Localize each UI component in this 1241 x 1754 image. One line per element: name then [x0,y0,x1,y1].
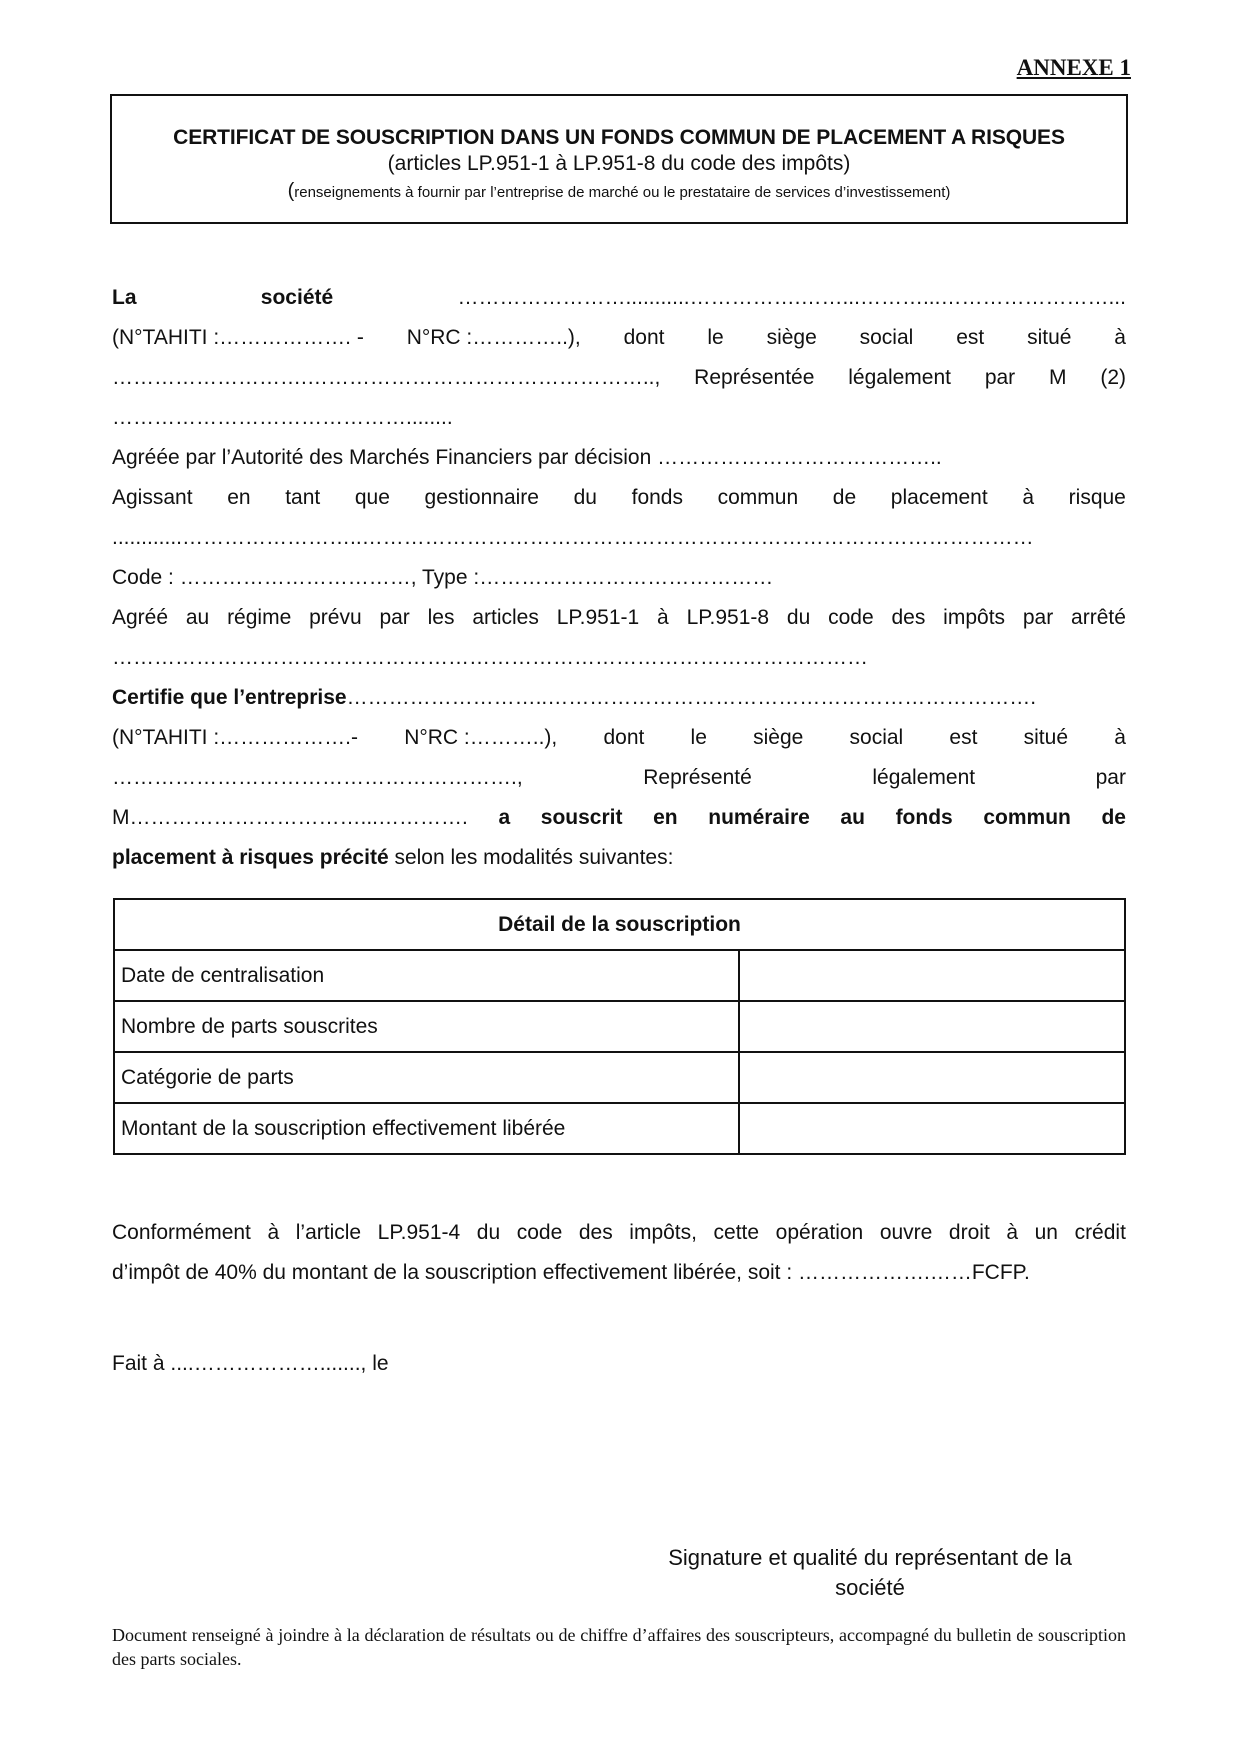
word: le [707,326,724,349]
line-siege-representee [112,358,1126,398]
signature-label-2: société [835,1575,905,1600]
table-title: Détail de la souscription [114,899,1125,950]
row-label: Catégorie de parts [114,1052,739,1103]
field-rc-2[interactable]: N°RC :………..), [404,726,558,749]
word: impôts, [629,1221,697,1244]
signature-label-1: Signature et qualité du représentant de la [668,1545,1072,1570]
row-value-categorie[interactable] [739,1052,1125,1103]
note-text: renseignements à fournir par l’entreprise de marché ou le prestataire de services d’investissement) [294,184,951,201]
field-siege[interactable]: ……………………….………………………………………….., [112,366,661,389]
subscription-detail-table [113,898,1126,1155]
word: légalement [848,366,951,389]
word: en [653,806,678,829]
word: à [1114,726,1126,749]
word: code [516,1221,563,1244]
word: crédit [1074,1221,1126,1244]
word: à [1022,486,1035,509]
row-label: Date de centralisation [114,950,739,1001]
bold-text: placement à risques précité [112,846,389,869]
word: LP.951-4 [377,1221,461,1244]
word: Représenté [643,766,752,789]
word: siège [766,326,817,349]
word: opération [775,1221,864,1244]
field-entreprise[interactable]: ………………………..……………………………………………………………. [346,686,1037,709]
word: Agissant [112,486,193,509]
field-societe[interactable]: ……………………...........…………….……...………...……………………... [457,286,1126,309]
row-value-montant[interactable] [739,1103,1125,1154]
table-row [114,950,1125,1001]
word: situé [1023,726,1068,749]
document-subtitle: (articles LP.951-1 à LP.951-8 du code des impôts) [387,152,851,175]
word: commun [717,486,799,509]
line-agreee-amf[interactable]: Agréée par l’Autorité des Marchés Financiers par décision ………………………………….. [112,446,942,469]
word: M [1049,366,1067,389]
field-fonds-name[interactable]: ............……………………..…………………………………………………………………………………… [112,526,1034,549]
row-label: Nombre de parts souscrites [114,1001,739,1052]
word: à [1006,1221,1019,1244]
table-row [114,1001,1125,1052]
word: risque [1068,486,1126,509]
word: gestionnaire [424,486,539,509]
word: que [354,486,390,509]
word: numéraire [708,806,810,829]
word: par [379,606,410,629]
word: impôts [943,606,1006,629]
line-modalites [112,838,1126,878]
word: par [984,366,1016,389]
line-siege-represente [112,758,1126,798]
word: par [1095,766,1126,789]
word: par [1022,606,1054,629]
word: a [498,806,511,829]
label-societe: société [260,286,334,309]
word: est [956,326,985,349]
note-paren: ( [287,180,295,202]
word: de [832,486,857,509]
word: le [690,726,707,749]
word: les [427,606,455,629]
line-societe [112,278,1126,318]
fait-a-field[interactable]: Fait à ....………………......., le [112,1352,389,1375]
word: des [578,1221,613,1244]
word: dont [603,726,645,749]
word: droit [948,1221,990,1244]
conclusion-line-1 [112,1213,1126,1253]
line-souscrit [112,798,1126,838]
line-agree-regime [112,598,1126,638]
row-value-date[interactable] [739,950,1125,1001]
word: au [185,606,210,629]
label-la: La [112,286,137,309]
word: à [657,606,669,629]
word: des [891,606,926,629]
word: (2) [1100,366,1126,389]
word: code [828,606,874,629]
tax-credit-paragraph [112,1213,1126,1293]
word: dont [623,326,665,349]
line-tahiti-rc [112,318,1126,358]
title-box [110,94,1128,224]
conclusion-line-2[interactable]: d’impôt de 40% du montant de la souscription effectivement libérée, soit : ……………….……FCFP. [112,1261,1030,1284]
word: souscrit [540,806,623,829]
footnote: Document renseigné à joindre à la déclaration de résultats ou de chiffre d’affaires des souscripteurs, accompagné du bulletin de souscription des parts sociales. [112,1625,1126,1669]
field-representant-2[interactable]: M……………………………...…………. [112,806,468,829]
word: Représentée [694,366,815,389]
word: social [859,326,914,349]
document-title: CERTIFICAT DE SOUSCRIPTION DANS UN FONDS COMMUN DE PLACEMENT A RISQUES [173,126,1065,149]
row-label: Montant de la souscription effectivement libérée [114,1103,739,1154]
annex-label: ANNEXE 1 [1016,55,1131,80]
table-row [114,1103,1125,1154]
field-representant[interactable]: ……………………………………........ [112,406,453,429]
word: placement [890,486,988,509]
field-tahiti[interactable]: (N°TAHITI :………………. - [112,326,364,349]
word: LP.951-8 [686,606,770,629]
field-arrete[interactable]: ……………………………………………………………………………………………… [112,646,868,669]
field-rc[interactable]: N°RC :…………..), [406,326,581,349]
document-note [112,180,1126,203]
row-value-parts[interactable] [739,1001,1125,1052]
label-certifie: Certifie que l’entreprise [112,686,347,709]
line-code-type[interactable]: Code : ……………………………, Type :…………………………………… [112,566,774,589]
word: situé [1027,326,1072,349]
word: régime [227,606,292,629]
word: de [1101,806,1126,829]
word: un [1034,1221,1058,1244]
text: selon les modalités suivantes: [388,846,674,869]
word: du [476,1221,501,1244]
word: LP.951-1 [556,606,640,629]
table-row [114,1052,1125,1103]
line-agissant [112,478,1126,518]
word: l’article [295,1221,362,1244]
word: est [949,726,978,749]
word: fonds [631,486,683,509]
word: tant [285,486,321,509]
word: siège [753,726,804,749]
word: en [227,486,251,509]
word: Conformément [112,1221,251,1244]
certificate-body [112,278,1126,878]
word: du [573,486,597,509]
field-tahiti-2[interactable]: (N°TAHITI :……………….- [112,726,358,749]
word: fonds [895,806,953,829]
word: du [786,606,811,629]
word: arrêté [1071,606,1126,629]
signature-block [640,1543,1100,1603]
word: social [849,726,904,749]
word: prévu [309,606,362,629]
word: légalement [872,766,976,789]
line-certifie [112,678,1126,718]
field-siege-2[interactable]: …………………………………………………., [112,766,523,789]
word: au [840,806,865,829]
word: Agréé [112,606,169,629]
word: à [267,1221,280,1244]
word: ouvre [879,1221,933,1244]
word: à [1114,326,1126,349]
line-tahiti-rc-2 [112,718,1126,758]
table-header-row [114,899,1125,950]
word: cette [713,1221,760,1244]
word: commun [983,806,1071,829]
word: articles [472,606,539,629]
